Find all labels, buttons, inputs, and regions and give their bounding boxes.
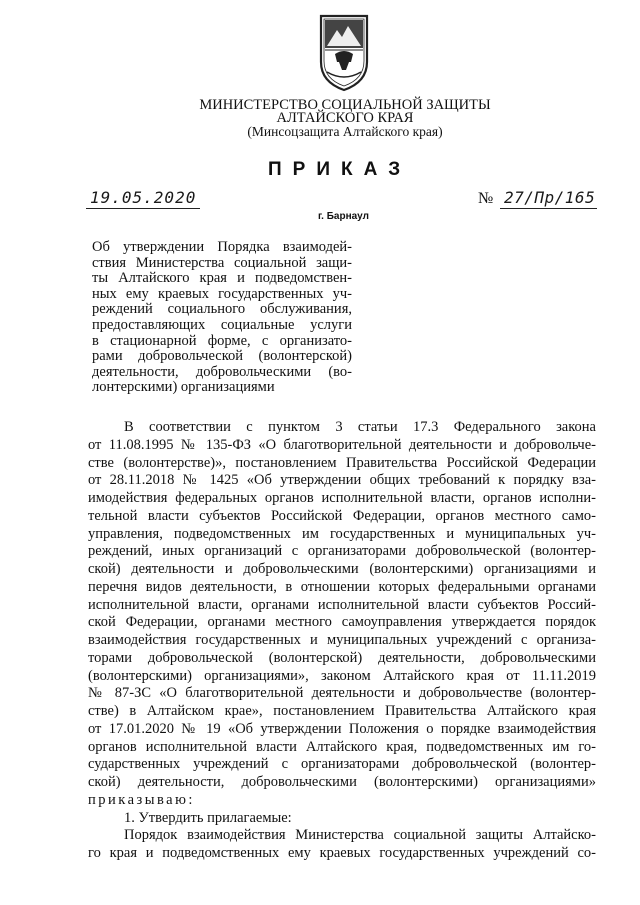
body-line: Порядок взаимодействия Министерства социальной защиты Алтайско-: [124, 827, 596, 844]
body-line: управления, подведомственных им государственных и муниципальных уч-: [88, 525, 596, 542]
body-line: реждений, иных организаций с организаторами добровольческой (волонтер-: [88, 543, 596, 560]
body-line: от 11.08.1995 № 135-ФЗ «О благотворительной деятельности и добровольче-: [88, 436, 596, 453]
order-number: 27/Пр/165: [500, 188, 597, 209]
body-line: 1. Утвердить прилагаемые:: [124, 809, 292, 826]
body-line: исполнительной власти, органами исполнительной власти субъектов Россий-: [88, 596, 596, 613]
subject-line: реждений социального обслуживания,: [92, 301, 352, 318]
body-line: го края и подведомственных ему краевых государственных учреждений со-: [88, 845, 596, 861]
body-line: стве (волонтерстве)», постановлением Правительства Российской Федерации: [88, 454, 596, 471]
body-line: органов исполнительной власти Алтайского края, подведомственных им го-: [88, 738, 596, 755]
body-line: от 28.11.2018 № 1425 «Об утверждении общих требований к порядку вза-: [88, 472, 596, 489]
body-line: ской) деятельности, добровольческими (волонтерскими) организациями»: [88, 774, 596, 790]
order-subject: [92, 240, 352, 396]
body-line: В соответствии с пунктом 3 статьи 17.3 Федерального закона: [124, 419, 596, 435]
subject-line: деятельности, добровольческими (во-: [92, 363, 352, 380]
subject-line: рами добровольческой (волонтерской): [92, 348, 352, 365]
subject-line: предоставляющих социальные услуги: [92, 316, 352, 333]
ministry-name: МИНИСТЕРСТВО СОЦИАЛЬНОЙ ЗАЩИТЫ: [199, 97, 491, 113]
body-line: ской) деятельности и добровольческими (волонтерскими) организациями и: [88, 561, 596, 577]
subject-line: ты Алтайского края и подведомствен-: [92, 270, 352, 287]
ministry-short-name: (Минсоцзащита Алтайского края): [247, 124, 443, 139]
body-line: тельной власти субъектов Российской Федерации, органов местного само-: [88, 507, 596, 524]
body-line: № 87-ЗС «О благотворительной деятельности и добровольчестве (волонтер-: [88, 685, 596, 702]
body-line: стве) в Алтайском крае», постановлением Правительства Алтайского края: [88, 703, 596, 719]
body-line: от 17.01.2020 № 19 «Об утверждении Положения о порядке взаимодействия: [88, 720, 596, 737]
body-line: имодействия федеральных органов исполнительной власти, органов исполни-: [88, 490, 596, 506]
body-line: ской Федерации, органами местного самоуправления утверждается порядок: [88, 614, 596, 631]
subject-line: ных ему краевых государственных уч-: [92, 285, 352, 302]
subject-line: лонтерскими) организациями: [92, 379, 275, 396]
body-line: торами добровольческой (волонтерской) деятельности, добровольческими: [88, 649, 596, 666]
body-line: сударственных учреждений с организаторами добровольческой (волонтер-: [88, 756, 596, 773]
document-type-title: ПРИКАЗ: [268, 159, 412, 180]
body-line: взаимодействия государственных и муниципальных учреждений с организа-: [88, 632, 596, 648]
order-body: [88, 419, 596, 863]
coat-of-arms-emblem: [315, 10, 373, 92]
subject-line: в стационарной форме, с организато-: [92, 332, 352, 349]
subject-line: Об утверждении Порядка взаимодей-: [92, 239, 352, 255]
order-date: 19.05.2020: [86, 188, 200, 209]
order-word: приказываю:: [88, 791, 195, 808]
body-line: (волонтерскими) организациями», законом Алтайского края от 11.11.2019: [88, 667, 596, 684]
subject-line: ствия Министерства социальной защи-: [92, 254, 352, 271]
city: г. Барнаул: [318, 211, 369, 222]
body-line: перечня видов деятельности, в отношении которых федеральными органами: [88, 578, 596, 595]
ministry-region: АЛТАЙСКОГО КРАЯ: [276, 110, 414, 126]
order-number-label: №: [478, 190, 494, 207]
